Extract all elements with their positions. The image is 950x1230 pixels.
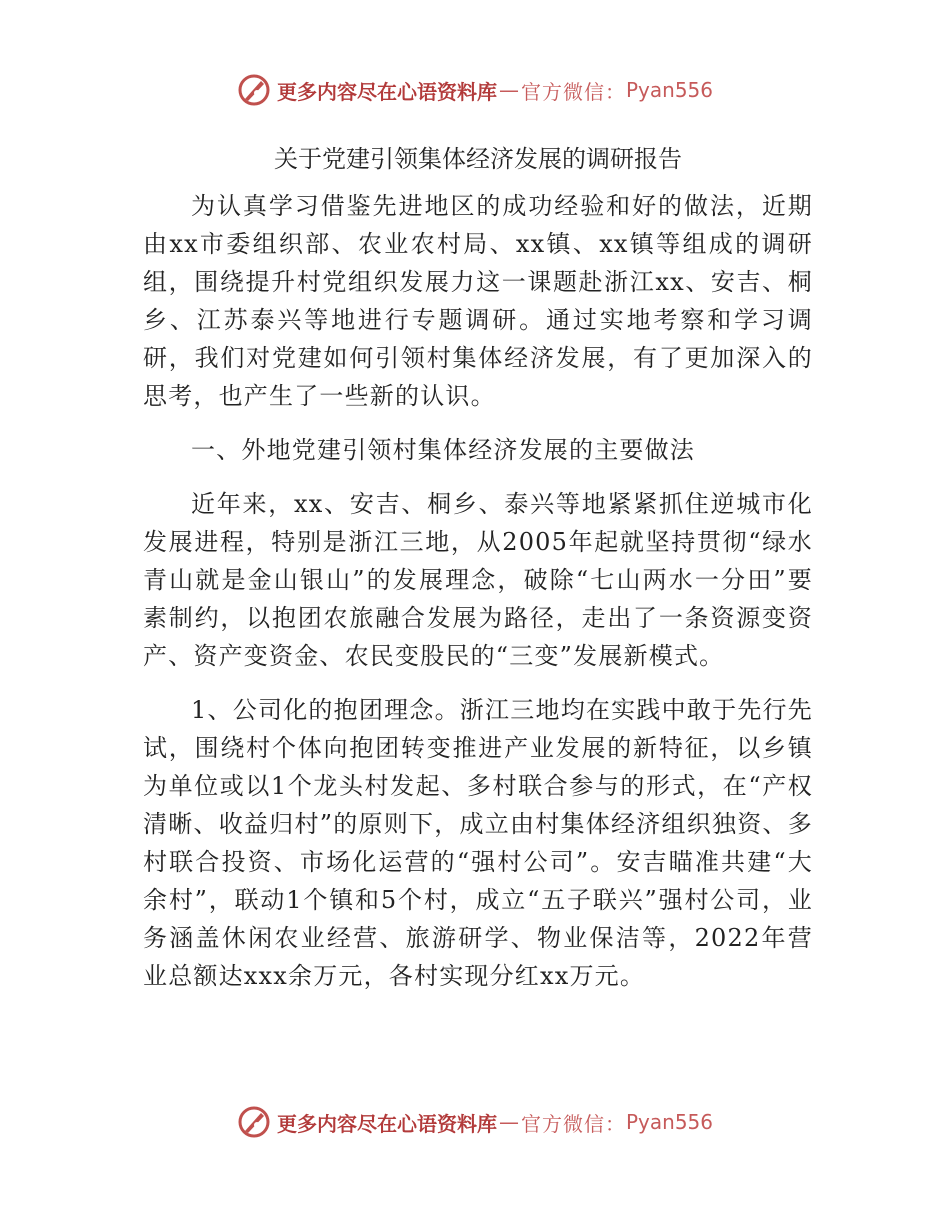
section-heading: 一、外地党建引领村集体经济发展的主要做法 (191, 436, 695, 464)
paragraph: 近年来，xx、安吉、桐乡、泰兴等地紧紧抓住逆城市化发展进程，特别是浙江三地，从2005年起就坚持贯彻“绿水青山就是金山银山”的发展理念，破除“七山两水一分田”要素制约，以抱团农旅融合发展为路径，走出了一条资源变资产、资产变资金、农民变股民的“三变”发展新模式。 (143, 490, 813, 670)
banner-dash: — (498, 1110, 519, 1134)
banner-contact-label: 官方微信： (520, 79, 626, 104)
document-body (143, 140, 813, 1011)
footer-watermark-banner (0, 1102, 950, 1142)
banner-dash: — (498, 78, 519, 102)
pen-logo-icon (237, 73, 271, 107)
banner-wechat-id: Pyan556 (625, 78, 713, 102)
banner-text: 更多内容尽在心语资料库 (276, 1111, 497, 1136)
banner-text: 更多内容尽在心语资料库 (276, 79, 497, 104)
banner-wechat-id: Pyan556 (625, 1110, 713, 1134)
pen-logo-icon (237, 1105, 271, 1139)
paragraph: 1、公司化的抱团理念。浙江三地均在实践中敢于先行先试，围绕村个体向抱团转变推进产业发展的新特征，以乡镇为单位或以1个龙头村发起、多村联合参与的形式，在“产权清晰、收益归村”的原则下，成立由村集体经济组织独资、多村联合投资、市场化运营的“强村公司”。安吉瞄准共建“大余村”，联动1个镇和5个村，成立“五子联兴”强村公司，业务涵盖休闲农业经营、旅游研学、物业保洁等，2022年营业总额达xxx余万元，各村实现分红xx万元。 (143, 696, 813, 990)
header-watermark-banner (0, 70, 950, 110)
banner-contact-label: 官方微信： (520, 1111, 626, 1136)
paragraph: 为认真学习借鉴先进地区的成功经验和好的做法，近期由xx市委组织部、农业农村局、xx镇、xx镇等组成的调研组，围绕提升村党组织发展力这一课题赴浙江xx、安吉、桐乡、江苏泰兴等地进行专题调研。通过实地考察和学习调研，我们对党建如何引领村集体经济发展，有了更加深入的思考，也产生了一些新的认识。 (143, 192, 813, 410)
document-title: 关于党建引领集体经济发展的调研报告 (274, 145, 682, 173)
